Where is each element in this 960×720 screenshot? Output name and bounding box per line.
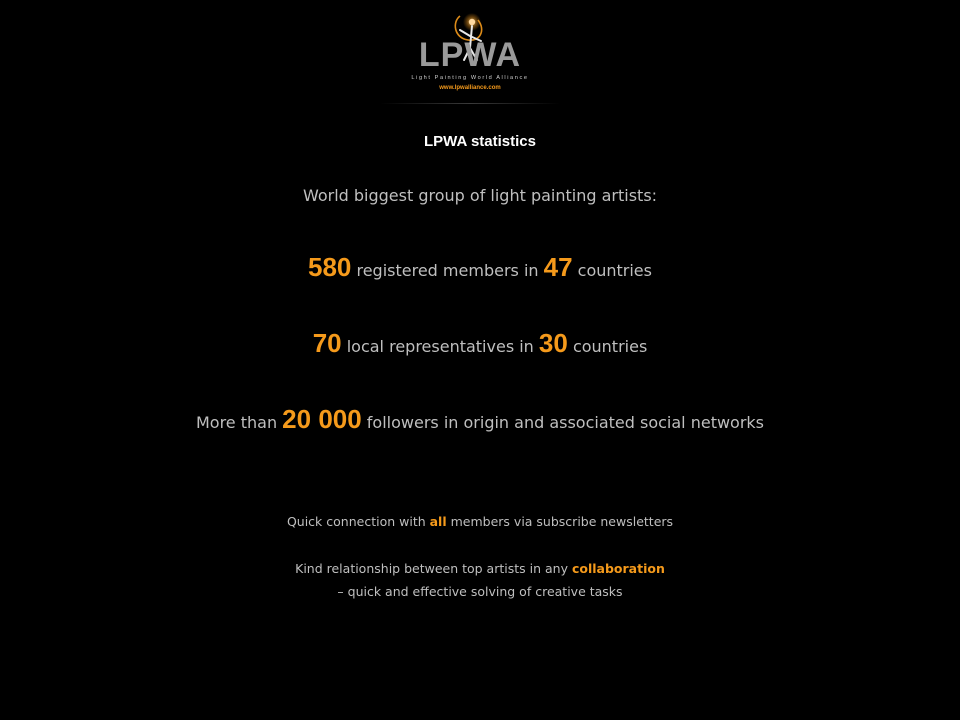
page-title: LPWA statistics	[424, 133, 536, 150]
note-creative-tasks: – quick and effective solving of creative tasks	[337, 584, 623, 599]
stat-followers-text: followers in origin and associated social networks	[366, 413, 765, 432]
stat-members-countries-count: 47	[543, 252, 573, 282]
note-newsletters	[0, 514, 960, 529]
stat-followers	[0, 404, 960, 435]
stat-representatives-countries-text: countries	[572, 337, 648, 356]
note-collaboration-highlight: collaboration	[571, 561, 665, 576]
stat-representatives-count: 70	[312, 328, 342, 358]
stat-representatives-text: local representatives in	[346, 337, 534, 356]
stat-followers-prefix: More than	[195, 413, 278, 432]
intro-text: World biggest group of light painting artists:	[302, 186, 658, 205]
stat-members-countries-text: countries	[577, 261, 652, 280]
logo-tagline: Light Painting World Alliance	[411, 75, 529, 81]
stat-representatives	[0, 328, 960, 359]
note-newsletters-before: Quick connection with	[286, 514, 426, 529]
stat-members-text: registered members in	[356, 261, 539, 280]
logo-brand-text: LPWA	[418, 36, 522, 74]
note-collaboration-before: Kind relationship between top artists in any	[295, 561, 568, 576]
lpwa-logo	[380, 8, 560, 104]
note-collaboration	[0, 561, 960, 576]
stat-representatives-countries-count: 30	[538, 328, 568, 358]
stat-members	[0, 252, 960, 283]
note-newsletters-highlight: all	[429, 514, 447, 529]
stat-followers-count: 20 000	[282, 404, 362, 434]
stat-members-count: 580	[308, 252, 352, 282]
logo-website: www.lpwalliance.com	[439, 85, 501, 91]
note-newsletters-after: members via subscribe newsletters	[450, 514, 674, 529]
logo-divider	[380, 103, 560, 104]
